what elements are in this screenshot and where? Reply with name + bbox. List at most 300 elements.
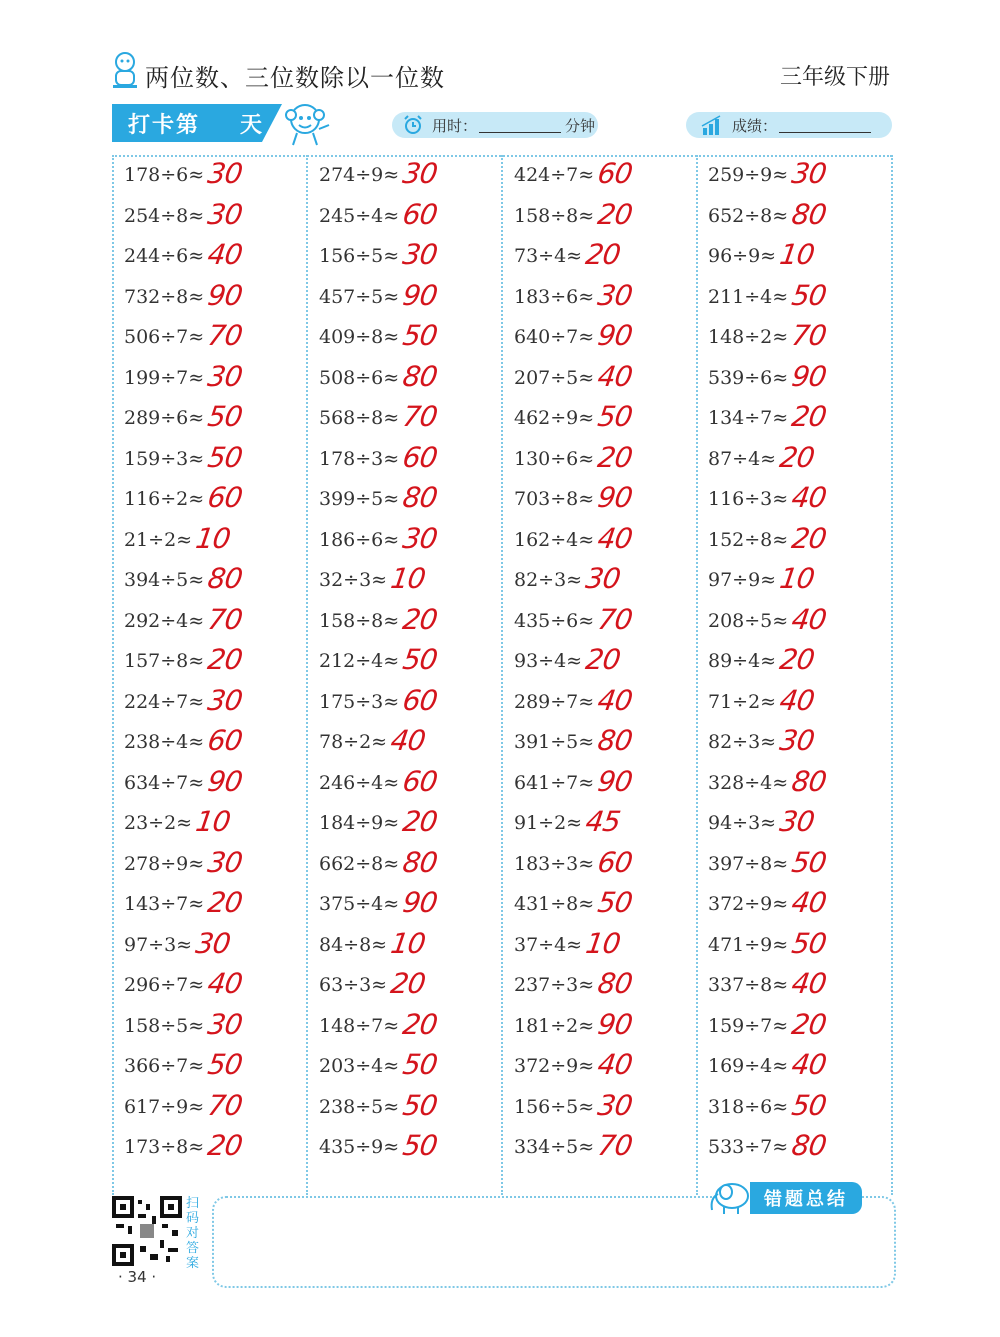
problem-row	[124, 967, 304, 1011]
problem-row	[124, 278, 304, 323]
problem-row	[708, 643, 888, 687]
problem-expression: 244÷6≈	[124, 245, 205, 267]
problem-row	[319, 926, 499, 971]
handwritten-answer: 30	[595, 278, 634, 312]
problem-expression: 158÷8≈	[319, 609, 400, 632]
handwritten-answer: 40	[388, 724, 427, 757]
handwritten-answer: 20	[789, 1007, 828, 1041]
problem-row	[319, 440, 499, 485]
handwritten-answer: 50	[400, 643, 439, 676]
problem-expression: 21÷2≈	[124, 528, 193, 551]
problem-row	[319, 602, 499, 647]
handwritten-answer: 60	[400, 764, 439, 798]
problem-row	[514, 805, 694, 849]
problem-row	[319, 886, 499, 930]
problem-row	[124, 643, 304, 687]
problem-row	[514, 1007, 694, 1052]
problem-row	[124, 521, 304, 566]
handwritten-answer: 80	[595, 724, 634, 757]
handwritten-answer: 10	[193, 521, 232, 555]
problem-expression: 93÷4≈	[514, 650, 583, 672]
problem-row	[319, 197, 499, 242]
problem-row	[708, 319, 888, 363]
problem-expression: 289÷7≈	[514, 690, 595, 713]
page-number: · 34 ·	[118, 1268, 157, 1286]
problem-column-2	[319, 157, 499, 1173]
problem-expression: 73÷4≈	[514, 245, 583, 267]
problem-row	[708, 967, 888, 1011]
divider	[696, 155, 698, 1195]
handwritten-answer: 20	[789, 400, 828, 433]
problem-expression: 334÷5≈	[514, 1136, 595, 1158]
problem-row	[514, 926, 694, 971]
problem-column-1	[124, 157, 304, 1173]
problem-row	[708, 845, 888, 890]
problem-row	[319, 319, 499, 363]
handwritten-answer: 10	[777, 238, 816, 271]
problem-row	[319, 1088, 499, 1133]
problem-expression: 641÷7≈	[514, 771, 595, 794]
handwritten-answer: 60	[595, 157, 634, 190]
problem-row	[124, 400, 304, 444]
problem-row	[124, 197, 304, 242]
handwritten-answer: 80	[400, 845, 439, 879]
problem-row	[708, 359, 888, 404]
handwritten-answer: 20	[205, 886, 244, 919]
handwritten-answer: 70	[205, 1088, 244, 1122]
problem-expression: 292÷4≈	[124, 609, 205, 632]
handwritten-answer: 30	[400, 238, 439, 271]
problem-row	[124, 805, 304, 849]
problem-row	[708, 238, 888, 282]
problem-row	[319, 1129, 499, 1173]
problem-expression: 162÷4≈	[514, 528, 595, 551]
handwritten-answer: 40	[789, 481, 828, 514]
handwritten-answer: 90	[205, 278, 244, 312]
problem-expression: 254÷8≈	[124, 204, 205, 227]
handwritten-answer: 50	[205, 400, 244, 433]
grade-label: 三年级下册	[779, 65, 890, 90]
problem-expression: 186÷6≈	[319, 528, 400, 551]
problem-expression: 245÷4≈	[319, 204, 400, 227]
problem-expression: 238÷4≈	[124, 731, 205, 753]
problem-row	[708, 400, 888, 444]
problem-row	[514, 440, 694, 485]
problem-row	[319, 400, 499, 444]
problem-expression: 37÷4≈	[514, 933, 583, 956]
problem-expression: 148÷2≈	[708, 326, 789, 348]
problem-row	[124, 602, 304, 647]
problem-expression: 703÷8≈	[514, 488, 595, 510]
problem-row	[124, 926, 304, 971]
problem-expression: 89÷4≈	[708, 650, 777, 672]
problem-expression: 662÷8≈	[319, 852, 400, 875]
problem-row	[708, 157, 888, 201]
problem-row	[514, 481, 694, 525]
handwritten-answer: 40	[595, 359, 634, 393]
handwritten-answer: 40	[595, 683, 634, 717]
problem-row	[514, 521, 694, 566]
handwritten-answer: 30	[205, 197, 244, 231]
handwritten-answer: 60	[205, 481, 244, 514]
problem-row	[319, 157, 499, 201]
handwritten-answer: 40	[205, 967, 244, 1000]
problem-row	[514, 1088, 694, 1133]
problem-expression: 178÷6≈	[124, 164, 205, 186]
handwritten-answer: 50	[400, 1048, 439, 1081]
problem-expression: 173÷8≈	[124, 1136, 205, 1158]
time-label: 用时：	[432, 116, 478, 135]
problem-column-3	[514, 157, 694, 1173]
problem-expression: 211÷4≈	[708, 285, 789, 308]
qr-caption: 扫码对答案	[186, 1196, 200, 1271]
problem-row	[124, 238, 304, 282]
handwritten-answer: 70	[400, 400, 439, 433]
mistake-summary-label: 错题总结	[750, 1182, 862, 1214]
problem-expression: 116÷3≈	[708, 488, 789, 510]
problem-row	[319, 683, 499, 728]
divider	[112, 155, 114, 1195]
problem-row	[708, 1007, 888, 1052]
problem-expression: 184÷9≈	[319, 812, 400, 834]
problem-row	[708, 1088, 888, 1133]
handwritten-answer: 80	[205, 562, 244, 595]
problem-expression: 159÷7≈	[708, 1014, 789, 1037]
handwritten-answer: 10	[193, 805, 232, 838]
problem-row	[319, 521, 499, 566]
problem-row	[124, 359, 304, 404]
handwritten-answer: 50	[595, 886, 634, 919]
problem-expression: 237÷3≈	[514, 974, 595, 996]
handwritten-answer: 20	[205, 1129, 244, 1162]
score-box	[686, 112, 892, 138]
problem-expression: 130÷6≈	[514, 447, 595, 470]
problem-row	[514, 724, 694, 768]
handwritten-answer: 10	[777, 562, 816, 595]
problem-expression: 399÷5≈	[319, 488, 400, 510]
problem-row	[514, 967, 694, 1011]
handwritten-answer: 30	[777, 805, 816, 838]
handwritten-answer: 20	[388, 967, 427, 1000]
problem-row	[708, 926, 888, 971]
problem-row	[514, 845, 694, 890]
handwritten-answer: 30	[789, 157, 828, 190]
problem-expression: 246÷4≈	[319, 771, 400, 794]
handwritten-answer: 90	[400, 278, 439, 312]
problem-row	[708, 278, 888, 323]
problem-row	[708, 440, 888, 485]
time-unit: 分钟	[565, 116, 596, 135]
problem-row	[514, 643, 694, 687]
handwritten-answer: 40	[789, 1048, 828, 1081]
handwritten-answer: 30	[400, 157, 439, 190]
problem-expression: 391÷5≈	[514, 731, 595, 753]
problem-row	[319, 278, 499, 323]
problem-row	[124, 1007, 304, 1052]
handwritten-answer: 60	[400, 197, 439, 231]
alarm-clock-icon	[402, 114, 424, 136]
handwritten-answer: 50	[789, 278, 828, 312]
problem-row	[124, 319, 304, 363]
handwritten-answer: 30	[595, 1088, 634, 1122]
handwritten-answer: 10	[388, 926, 427, 960]
divider	[891, 155, 893, 1195]
handwritten-answer: 20	[583, 643, 622, 676]
problem-row	[319, 724, 499, 768]
handwritten-answer: 40	[595, 521, 634, 555]
problem-expression: 471÷9≈	[708, 933, 789, 956]
problem-row	[514, 1129, 694, 1173]
handwritten-answer: 90	[595, 319, 634, 352]
problem-row	[319, 967, 499, 1011]
problem-expression: 175÷3≈	[319, 690, 400, 713]
handwritten-answer: 20	[583, 238, 622, 271]
qr-code[interactable]	[112, 1196, 182, 1266]
problem-expression: 148÷7≈	[319, 1014, 400, 1037]
problem-row	[708, 521, 888, 566]
handwritten-answer: 40	[777, 683, 816, 717]
problem-row	[124, 481, 304, 525]
problem-expression: 32÷3≈	[319, 569, 388, 591]
problem-expression: 94÷3≈	[708, 812, 777, 834]
problem-expression: 63÷3≈	[319, 974, 388, 996]
problem-expression: 207÷5≈	[514, 366, 595, 389]
handwritten-answer: 60	[400, 440, 439, 474]
problem-expression: 617÷9≈	[124, 1095, 205, 1118]
handwritten-answer: 10	[388, 562, 427, 595]
handwritten-answer: 50	[789, 845, 828, 879]
problem-expression: 169÷4≈	[708, 1055, 789, 1077]
problem-row	[319, 1007, 499, 1052]
handwritten-answer: 20	[595, 440, 634, 474]
problem-expression: 424÷7≈	[514, 164, 595, 186]
problem-row	[708, 724, 888, 768]
checkin-label: 打卡第	[128, 113, 201, 138]
problem-row	[514, 562, 694, 606]
handwritten-answer: 80	[400, 359, 439, 393]
problem-expression: 372÷9≈	[708, 893, 789, 915]
monkey-mascot-icon	[283, 99, 333, 147]
problem-row	[319, 643, 499, 687]
problem-expression: 208÷5≈	[708, 609, 789, 632]
handwritten-answer: 50	[595, 400, 634, 433]
problem-expression: 397÷8≈	[708, 852, 789, 875]
handwritten-answer: 30	[193, 926, 232, 960]
problem-expression: 634÷7≈	[124, 771, 205, 794]
handwritten-answer: 60	[205, 724, 244, 757]
handwritten-answer: 40	[789, 886, 828, 919]
problem-expression: 183÷3≈	[514, 852, 595, 875]
handwritten-answer: 30	[400, 521, 439, 555]
handwritten-answer: 40	[205, 238, 244, 271]
problem-expression: 238÷5≈	[319, 1095, 400, 1118]
problem-expression: 91÷2≈	[514, 812, 583, 834]
problem-expression: 87÷4≈	[708, 447, 777, 470]
problem-expression: 289÷6≈	[124, 407, 205, 429]
problem-expression: 506÷7≈	[124, 326, 205, 348]
problem-expression: 296÷7≈	[124, 974, 205, 996]
problem-row	[514, 1048, 694, 1092]
handwritten-answer: 20	[205, 643, 244, 676]
problem-expression: 156÷5≈	[319, 245, 400, 267]
problem-row	[124, 724, 304, 768]
problem-row	[319, 805, 499, 849]
problem-expression: 539÷6≈	[708, 366, 789, 389]
problem-row	[124, 562, 304, 606]
problem-row	[514, 278, 694, 323]
handwritten-answer: 70	[595, 602, 634, 636]
problem-expression: 183÷6≈	[514, 285, 595, 308]
problem-expression: 178÷3≈	[319, 447, 400, 470]
elephant-icon	[706, 1176, 754, 1216]
handwritten-answer: 20	[400, 1007, 439, 1041]
handwritten-answer: 30	[583, 562, 622, 595]
problem-row	[124, 1048, 304, 1092]
problem-expression: 652÷8≈	[708, 204, 789, 227]
handwritten-answer: 80	[789, 764, 828, 798]
problem-expression: 71÷2≈	[708, 690, 777, 713]
problem-row	[708, 683, 888, 728]
problem-row	[708, 805, 888, 849]
problem-expression: 318÷6≈	[708, 1095, 789, 1118]
problem-expression: 375÷4≈	[319, 893, 400, 915]
problem-row	[124, 845, 304, 890]
handwritten-answer: 40	[595, 1048, 634, 1081]
handwritten-answer: 50	[400, 319, 439, 352]
problem-row	[124, 157, 304, 201]
problem-expression: 224÷7≈	[124, 690, 205, 713]
handwritten-answer: 45	[583, 805, 622, 838]
problem-expression: 568÷8≈	[319, 407, 400, 429]
problem-expression: 394÷5≈	[124, 569, 205, 591]
problem-row	[708, 886, 888, 930]
problem-row	[514, 197, 694, 242]
handwritten-answer: 30	[777, 724, 816, 757]
handwritten-answer: 90	[400, 886, 439, 919]
problem-expression: 366÷7≈	[124, 1055, 205, 1077]
handwritten-answer: 60	[595, 845, 634, 879]
handwritten-answer: 10	[583, 926, 622, 960]
problem-row	[514, 319, 694, 363]
problem-expression: 278÷9≈	[124, 852, 205, 875]
problem-row	[708, 562, 888, 606]
problem-expression: 259÷9≈	[708, 164, 789, 186]
problem-expression: 134÷7≈	[708, 407, 789, 429]
handwritten-answer: 30	[205, 845, 244, 879]
problem-expression: 82÷3≈	[708, 731, 777, 753]
problem-expression: 23÷2≈	[124, 812, 193, 834]
problem-expression: 152÷8≈	[708, 528, 789, 551]
handwritten-answer: 70	[789, 319, 828, 352]
problem-expression: 435÷6≈	[514, 609, 595, 632]
handwritten-answer: 20	[400, 805, 439, 838]
problem-row	[124, 1088, 304, 1133]
problem-row	[319, 1048, 499, 1092]
handwritten-answer: 20	[789, 521, 828, 555]
problem-expression: 156÷5≈	[514, 1095, 595, 1118]
time-box	[392, 112, 598, 138]
problem-expression: 97÷3≈	[124, 933, 193, 956]
problem-expression: 462÷9≈	[514, 407, 595, 429]
problem-expression: 84÷8≈	[319, 933, 388, 956]
problem-row	[514, 602, 694, 647]
page-title: 两位数、三位数除以一位数	[145, 64, 445, 92]
handwritten-answer: 80	[595, 967, 634, 1000]
handwritten-answer: 70	[205, 319, 244, 352]
handwritten-answer: 20	[777, 643, 816, 676]
handwritten-answer: 80	[400, 481, 439, 514]
handwritten-answer: 20	[400, 602, 439, 636]
problem-row	[319, 238, 499, 282]
bar-chart-icon	[700, 114, 724, 136]
handwritten-answer: 30	[205, 157, 244, 190]
problem-expression: 457÷5≈	[319, 285, 400, 308]
problem-row	[514, 238, 694, 282]
problem-expression: 337÷8≈	[708, 974, 789, 996]
problem-expression: 328÷4≈	[708, 771, 789, 794]
problem-row	[124, 440, 304, 485]
problem-row	[708, 1048, 888, 1092]
problem-row	[514, 400, 694, 444]
problem-row	[708, 602, 888, 647]
problem-expression: 116÷2≈	[124, 488, 205, 510]
handwritten-answer: 40	[789, 602, 828, 636]
handwritten-answer: 90	[205, 764, 244, 798]
handwritten-answer: 50	[789, 926, 828, 960]
problem-expression: 157÷8≈	[124, 650, 205, 672]
problem-row	[124, 764, 304, 809]
problem-row	[319, 481, 499, 525]
problem-column-4	[708, 157, 888, 1173]
handwritten-answer: 50	[400, 1088, 439, 1122]
problem-row	[514, 359, 694, 404]
handwritten-answer: 90	[595, 1007, 634, 1041]
problem-row	[514, 764, 694, 809]
problem-row	[708, 197, 888, 242]
problem-expression: 274÷9≈	[319, 164, 400, 186]
problem-expression: 97÷9≈	[708, 569, 777, 591]
problem-row	[124, 1129, 304, 1173]
handwritten-answer: 30	[205, 359, 244, 393]
problem-expression: 409÷8≈	[319, 326, 400, 348]
problem-row	[514, 886, 694, 930]
problem-expression: 96÷9≈	[708, 245, 777, 267]
problem-row	[708, 1129, 888, 1173]
problem-expression: 435÷9≈	[319, 1136, 400, 1158]
handwritten-answer: 50	[789, 1088, 828, 1122]
handwritten-answer: 90	[595, 481, 634, 514]
handwritten-answer: 60	[400, 683, 439, 717]
problem-expression: 199÷7≈	[124, 366, 205, 389]
problem-expression: 212÷4≈	[319, 650, 400, 672]
handwritten-answer: 80	[789, 197, 828, 231]
problem-row	[124, 683, 304, 728]
handwritten-answer: 50	[205, 1048, 244, 1081]
handwritten-answer: 30	[205, 683, 244, 717]
problem-row	[124, 886, 304, 930]
handwritten-answer: 50	[205, 440, 244, 474]
score-input-line[interactable]	[779, 118, 871, 133]
problem-expression: 640÷7≈	[514, 326, 595, 348]
checkin-day-suffix: 天	[240, 113, 263, 138]
problem-expression: 158÷8≈	[514, 204, 595, 227]
handwritten-answer: 70	[595, 1129, 634, 1162]
problem-expression: 533÷7≈	[708, 1136, 789, 1158]
divider	[501, 155, 503, 1195]
handwritten-answer: 40	[789, 967, 828, 1000]
time-input-line[interactable]	[479, 118, 561, 133]
problem-expression: 732÷8≈	[124, 285, 205, 308]
